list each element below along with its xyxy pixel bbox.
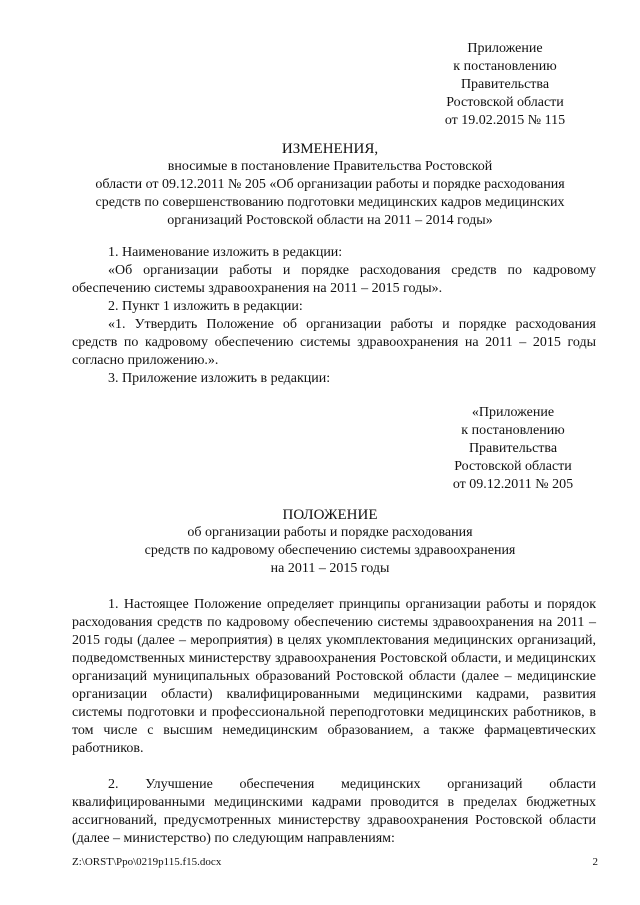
item-3: 3. Приложение изложить в редакции: <box>108 371 331 386</box>
body-paragraph-1: 1. Настоящее Положение определяет принципы организации работы и порядок расходования средств по кадровому обеспечению системы здравоохранения на 2011 – 2015 годы (далее – мероприятия) в целях укомплектования медицинских организаций, подведомственных министерству здравоохранения Ростовской области, и медицинских организаций муниципальных образований Ростовской области (далее – медицинские организации области) квалифицированными медицинскими кадрами, развития системы подготовки и профессиональной переподготовки медицинских работников, в том числе с высшим немедицинским образованием, а также фармацевтических работников. <box>72 597 596 756</box>
appendix-line: от 09.12.2011 № 205 <box>452 477 574 492</box>
changes-heading <box>60 140 600 230</box>
appendix-line: Ростовской области <box>454 459 572 474</box>
changes-subtitle-line: вносимые в постановление Правительства Ростовской <box>167 159 493 174</box>
changes-subtitle-line: средств по совершенствованию подготовки медицинских кадров медицинских <box>95 195 565 210</box>
regulation-subtitle-line: об организации работы и порядке расходования <box>187 525 473 540</box>
appendix-line: Ростовской области <box>446 95 564 110</box>
appendix-line: «Приложение <box>471 405 555 420</box>
regulation-subtitle-line: на 2011 – 2015 годы <box>270 561 390 576</box>
appendix-line: Правительства <box>460 77 550 92</box>
regulation-subtitle-line: средств по кадровому обеспечению системы здравоохранения <box>144 543 516 558</box>
appendix-header-1 <box>420 40 590 130</box>
quote-2: «1. Утвердить Положение об организации работы и порядке расходования средств по кадровому обеспечению системы здравоохранения на 2011 – 2015 годы согласно приложению.». <box>72 317 596 368</box>
appendix-line: к постановлению <box>461 423 565 438</box>
item-1: 1. Наименование изложить в редакции: <box>108 245 343 260</box>
changes-subtitle-line: организаций Ростовской области на 2011 – 2014 годы» <box>167 213 493 228</box>
appendix-line: к постановлению <box>453 59 557 74</box>
changes-title: ИЗМЕНЕНИЯ, <box>281 141 379 157</box>
quote-1: «Об организации работы и порядке расходования средств по кадровому обеспечению системы здравоохранения на 2011 – 2015 годы». <box>72 263 596 296</box>
footer-page-number: 2 <box>592 856 598 868</box>
appendix-line: от 19.02.2015 № 115 <box>444 113 566 128</box>
changes-subtitle-line: области от 09.12.2011 № 205 «Об организации работы и порядке расходования <box>95 177 565 192</box>
regulation-title: ПОЛОЖЕНИЕ <box>282 507 378 523</box>
body-paragraph-2: 2. Улучшение обеспечения медицинских организаций области квалифицированными медицинскими кадрами проводится в пределах бюджетных ассигнований, предусмотренных министерству здравоохранения Ростовской области (далее – министерство) по следующим направлениям: <box>72 777 596 846</box>
footer-file-path: Z:\ORST\Ppo\0219p115.f15.docx <box>72 856 222 868</box>
regulation-heading <box>60 506 600 578</box>
item-2: 2. Пункт 1 изложить в редакции: <box>108 299 303 314</box>
appendix-line: Правительства <box>468 441 558 456</box>
appendix-line: Приложение <box>467 41 543 56</box>
appendix-header-2 <box>428 404 598 494</box>
